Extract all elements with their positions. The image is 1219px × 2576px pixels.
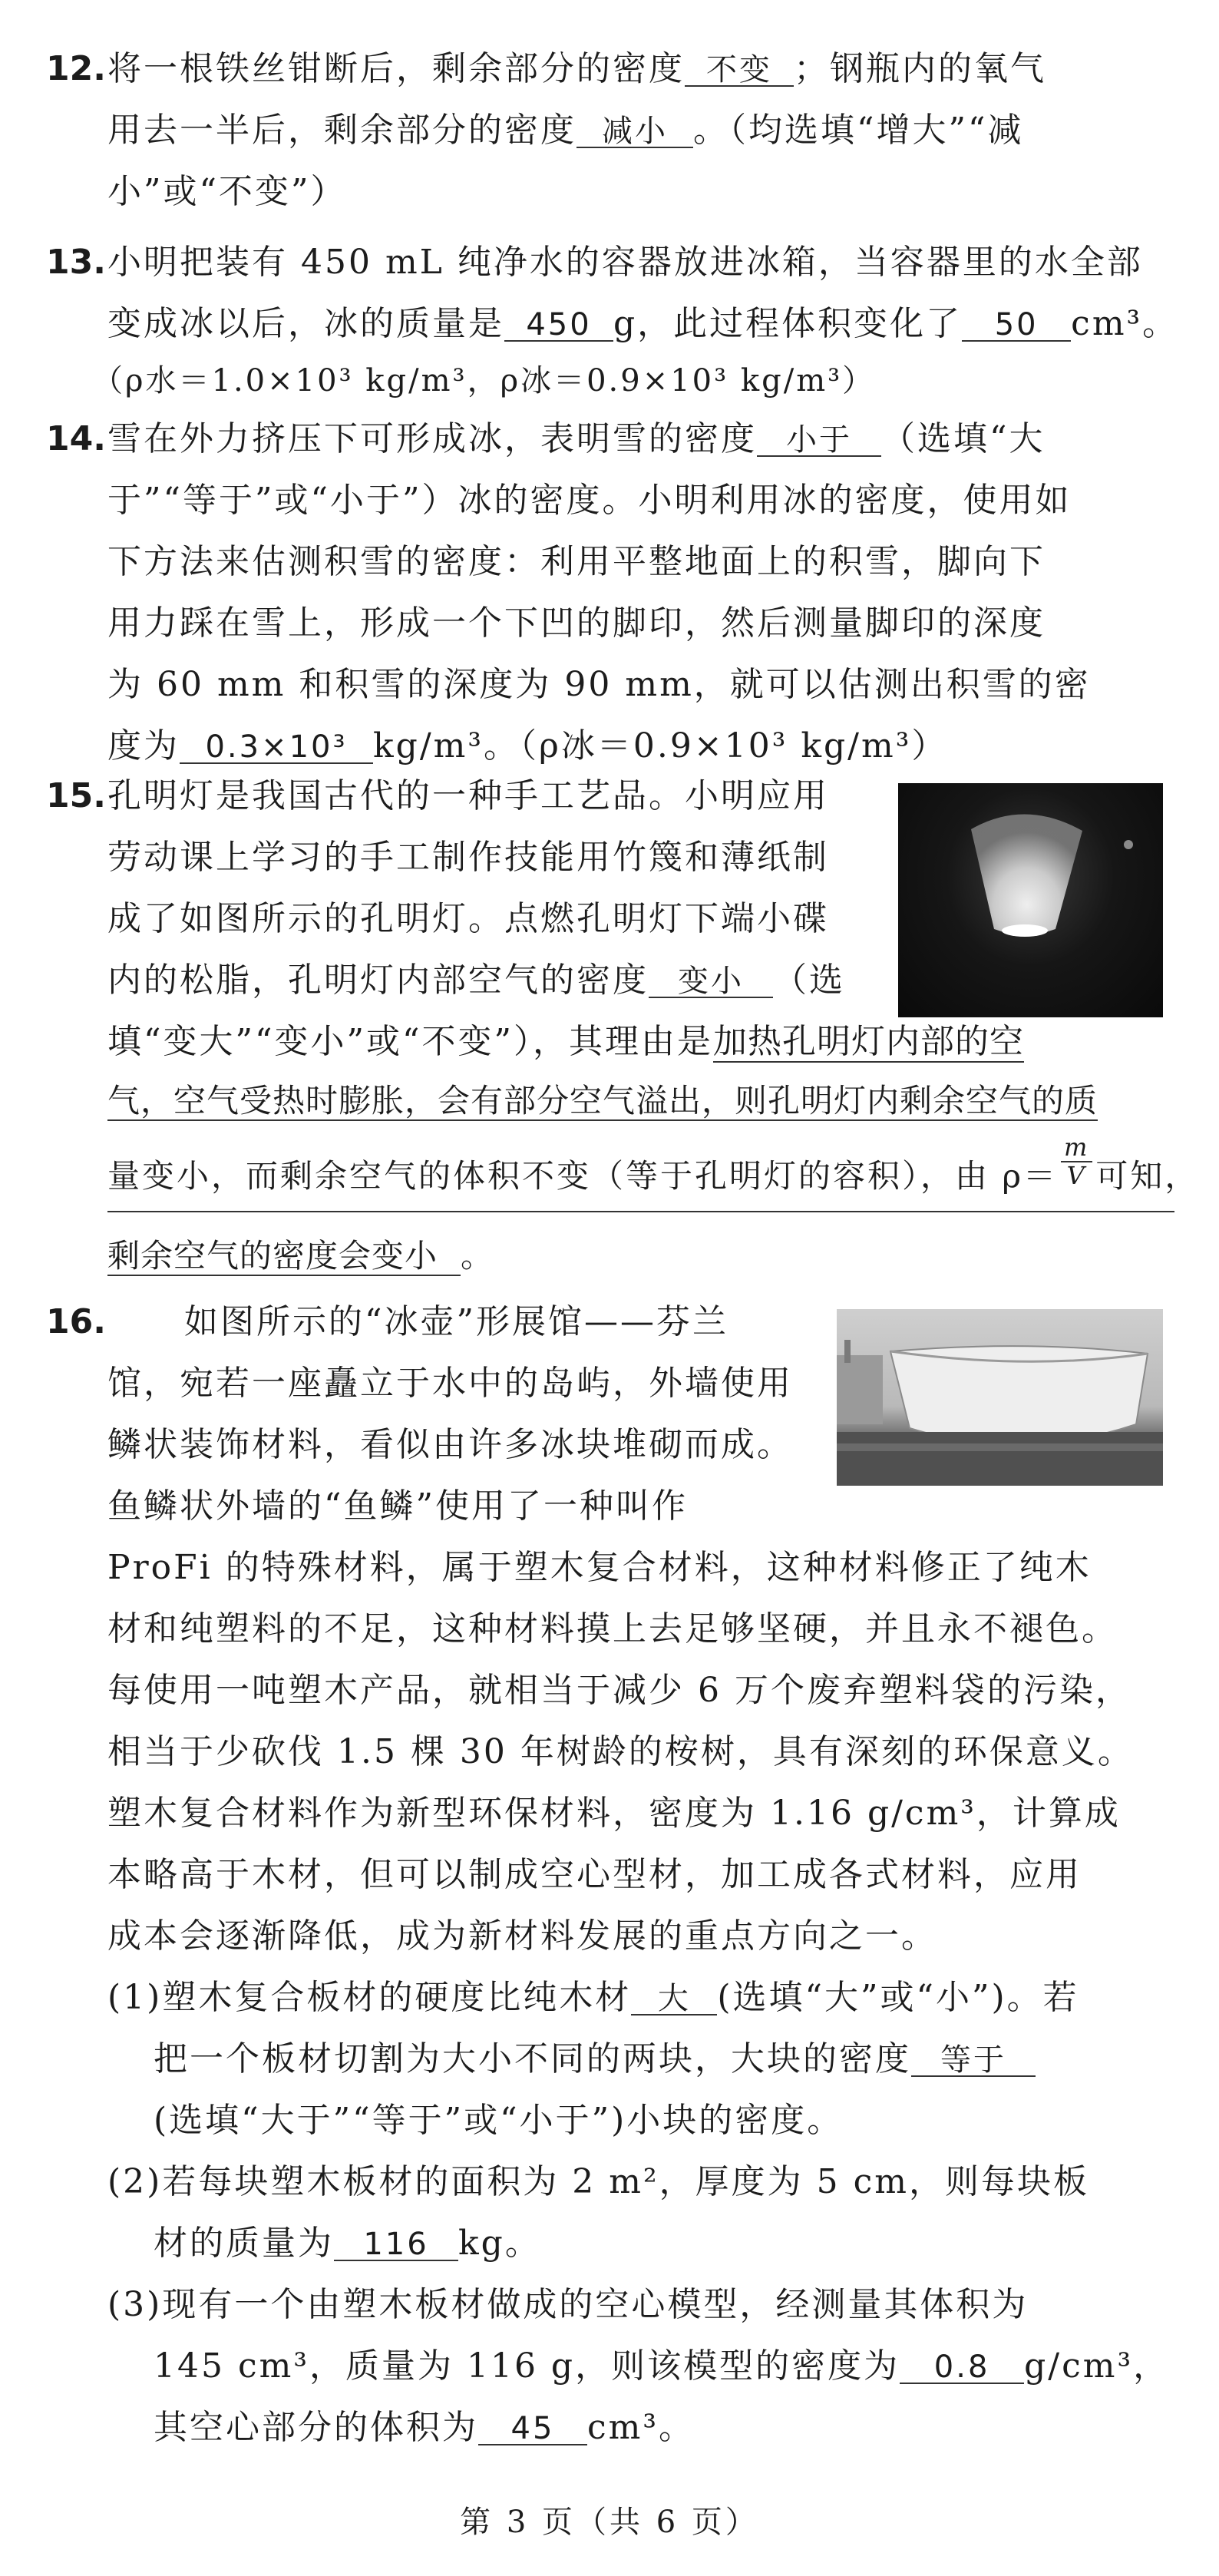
question-text: 内的松脂，孔明灯内部空气的密度 — [107, 961, 649, 1000]
answer-blank: 等于 — [911, 2045, 1036, 2077]
question-text: 。（均选填“增大”“减 — [693, 111, 1024, 150]
question-line: 鱼鳞状外墙的“鱼鳞”使用了一种叫作 — [107, 1486, 688, 1526]
question-text: 材的质量为 — [154, 2224, 334, 2263]
subquestion-1-line: (选填“大于”“等于”或“小于”)小块的密度。 — [154, 2101, 844, 2140]
question-line — [107, 304, 1179, 343]
question-line: 孔明灯是我国古代的一种手工艺品。小明应用 — [107, 776, 829, 815]
question-number: 13. — [46, 243, 106, 282]
question-number: 14. — [46, 419, 106, 458]
lantern-illustration — [898, 783, 1163, 1017]
question-line: 小明把装有 450 mL 纯净水的容器放进冰箱，当容器里的水全部 — [107, 243, 1143, 282]
question-text: 把一个板材切割为大小不同的两块，大块的密度 — [154, 2039, 911, 2078]
answer-text: 加热孔明灯内部的空 — [712, 1022, 1024, 1061]
subquestion-2: (2)若每块塑木板材的面积为 2 m²，厚度为 5 cm，则每块板 — [107, 2162, 1089, 2201]
question-line: 每使用一吨塑木产品，就相当于减少 6 万个废弃塑料袋的污染， — [107, 1671, 1131, 1710]
subquestion-3-line — [154, 2408, 695, 2447]
answer-text: 可知， — [1095, 1157, 1200, 1195]
question-text: 度为 — [107, 726, 180, 766]
question-text: 145 cm³，质量为 116 g，则该模型的密度为 — [154, 2346, 900, 2386]
question-text: 用去一半后，剩余部分的密度 — [107, 111, 576, 150]
question-text: ；钢瓶内的氧气 — [794, 49, 1046, 88]
answer-blank: 大 — [631, 1983, 717, 2015]
question-line — [107, 726, 948, 766]
subquestion-1-line — [154, 2039, 1036, 2078]
subquestion-1 — [107, 1978, 1079, 2017]
question-line: ProFi 的特殊材料，属于塑木复合材料，这种材料修正了纯木 — [107, 1548, 1092, 1587]
question-line — [107, 961, 845, 1000]
question-line: 本略高于木材，但可以制成空心型材，加工成各式材料，应用 — [107, 1855, 1082, 1894]
answer-blank: 减小 — [576, 116, 693, 148]
question-line: 小”或“不变”） — [107, 172, 347, 211]
question-text: (选填“大”或“小”)。若 — [717, 1978, 1079, 2017]
question-text: (1)塑木复合板材的硬度比纯木材 — [107, 1978, 632, 2017]
question-line: 相当于少砍伐 1.5 棵 30 年树龄的桉树，具有深刻的环保意义。 — [107, 1732, 1134, 1771]
answer-line — [107, 1082, 1098, 1119]
answer-blank: 小于 — [757, 425, 881, 457]
answer-text: 量变小，而剩余空气的体积不变（等于孔明灯的容积），由 ρ＝ — [107, 1157, 1059, 1195]
question-line — [107, 419, 1046, 458]
question-line: 劳动课上学习的手工制作技能用竹篾和薄纸制 — [107, 838, 829, 877]
question-text: kg。 — [458, 2224, 541, 2263]
density-fraction — [1061, 1134, 1092, 1189]
subquestion-3-line — [154, 2346, 1170, 2386]
question-line: 用力踩在雪上，形成一个下凹的脚印，然后测量脚印的深度 — [107, 603, 1046, 643]
subquestion-3: (3)现有一个由塑木板材做成的空心模型，经测量其体积为 — [107, 2285, 1029, 2324]
question-text: （选填“大 — [881, 419, 1046, 458]
question-line: （ρ水＝1.0×10³ kg/m³，ρ冰＝0.9×10³ kg/m³） — [92, 363, 876, 398]
question-text: 雪在外力挤压下可形成冰，表明雪的密度 — [107, 419, 757, 458]
question-line: 下方法来估测积雪的密度：利用平整地面上的积雪，脚向下 — [107, 542, 1046, 581]
question-text: 。 — [461, 1237, 496, 1275]
question-line: 为 60 mm 和积雪的深度为 90 mm，就可以估测出积雪的密 — [107, 665, 1091, 704]
question-number: 12. — [46, 49, 106, 88]
question-text: kg/m³。（ρ冰＝0.9×10³ kg/m³） — [373, 726, 948, 766]
kongming-lantern-photo — [898, 783, 1163, 1017]
question-text: cm³。 — [587, 2408, 695, 2447]
question-line: 鳞状装饰材料，看似由许多冰块堆砌而成。 — [107, 1425, 793, 1464]
fraction-numerator: m — [1061, 1134, 1092, 1162]
question-text: g/cm³， — [1024, 2346, 1170, 2386]
pavilion-illustration — [837, 1309, 1163, 1486]
question-line — [107, 49, 1046, 88]
question-line — [107, 111, 1024, 150]
question-line: 塑木复合材料作为新型环保材料，密度为 1.16 g/cm³，计算成 — [107, 1794, 1121, 1833]
question-line: 成了如图所示的孔明灯。点燃孔明灯下端小碟 — [107, 899, 829, 938]
question-text: （选 — [773, 961, 845, 1000]
finland-pavilion-photo — [837, 1309, 1163, 1486]
answer-blank: 45 — [478, 2413, 587, 2445]
answer-blank: 116 — [334, 2229, 458, 2261]
question-text: 变成冰以后，冰的质量是 — [107, 304, 504, 343]
answer-text: 剩余空气的密度会变小 — [107, 1237, 461, 1276]
question-line: 材和纯塑料的不足，这种材料摸上去足够坚硬，并且永不褪色。 — [107, 1609, 1118, 1648]
answer-line — [107, 1237, 496, 1275]
answer-blank: 变小 — [649, 966, 773, 998]
question-line: 如图所示的“冰壶”形展馆——芬兰 — [184, 1302, 728, 1341]
question-text: 将一根铁丝钳断后，剩余部分的密度 — [107, 49, 685, 88]
answer-blank: 不变 — [685, 55, 794, 87]
question-text: cm³。 — [1071, 304, 1179, 343]
answer-blank: 450 — [504, 309, 613, 342]
subquestion-2-line — [154, 2224, 541, 2263]
answer-blank: 0.3×10³ — [180, 732, 373, 764]
fraction-denominator: V — [1066, 1161, 1087, 1191]
answer-blank: 50 — [962, 309, 1071, 342]
answer-text: 气，空气受热时膨胀，会有部分空气溢出，则孔明灯内剩余空气的质 — [107, 1082, 1098, 1119]
question-line: 成本会逐渐降低，成为新材料发展的重点方向之一。 — [107, 1916, 937, 1956]
answer-blank: 0.8 — [900, 2352, 1024, 2384]
question-number: 15. — [46, 776, 106, 815]
question-text: 其空心部分的体积为 — [154, 2408, 478, 2447]
page-footer: 第 3 页（共 6 页） — [460, 2505, 759, 2540]
question-number: 16. — [46, 1302, 106, 1341]
question-text: g，此过程体积变化了 — [613, 304, 963, 343]
question-line: 于”“等于”或“小于”）冰的密度。小明利用冰的密度，使用如 — [107, 481, 1072, 520]
question-line — [107, 1022, 1024, 1061]
answer-line — [107, 1133, 1200, 1212]
question-line: 馆，宛若一座矗立于水中的岛屿，外墙使用 — [107, 1364, 793, 1403]
question-text: 填“变大”“变小”或“不变”），其理由是 — [107, 1022, 713, 1061]
